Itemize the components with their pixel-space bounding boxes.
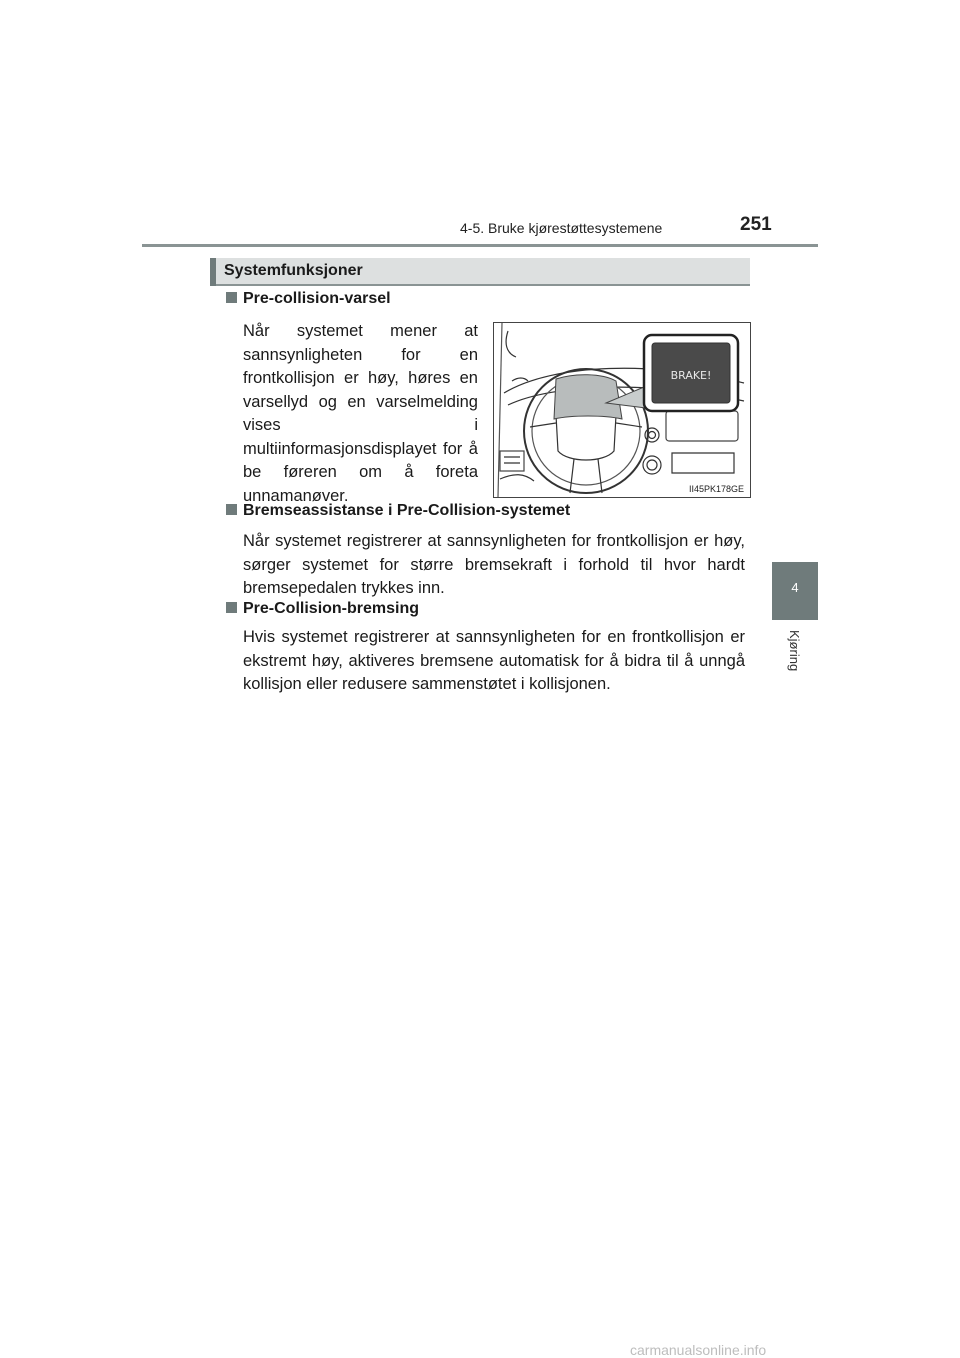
running-header: 4-5. Bruke kjørestøttesystemene (460, 220, 663, 236)
item-heading-text: Pre-Collision-bremsing (243, 600, 420, 617)
chapter-label: Kjøring (787, 630, 802, 672)
display-message: BRAKE! (670, 369, 712, 382)
watermark: carmanualsonline.info (630, 1342, 767, 1358)
dashboard-illustration (493, 322, 751, 498)
dashboard-drawing (494, 323, 750, 497)
item-text-pre-collision-braking: Hvis systemet registrerer at sannsynligheten for en frontkollisjon er ekstremt høy, aktiveres bremsene automatisk for å bidra til å unngå kollisjon eller redusere sammenstøtet i kollisjonen. (243, 628, 745, 693)
bullet-square-icon (226, 504, 237, 515)
bullet-square-icon (226, 292, 237, 303)
page-number: 251 (740, 214, 772, 235)
item-heading-text: Pre-collision-varsel (243, 290, 391, 307)
header-divider (142, 244, 818, 247)
item-heading-pre-collision-warning (226, 290, 391, 308)
item-text-pre-collision-warning: Når systemet mener at sannsynligheten for en frontkollisjon er høy, høres en varsellyd og en varselmelding vises i multiinformasjonsdisplayet for å be føreren om å foreta unnamanøver. (243, 322, 478, 505)
section-title: Systemfunksjoner (224, 262, 363, 279)
figure-code: II45PK178GE (688, 484, 744, 494)
chapter-label-container (780, 630, 810, 690)
chapter-tab (772, 562, 818, 620)
item-heading-text: Bremseassistanse i Pre-Collision-systemet (243, 502, 571, 519)
item-heading-pre-collision-braking (226, 600, 419, 618)
item-text-brake-assist: Når systemet registrerer at sannsynligheten for frontkollisjon er høy, sørger systemet for større bremsekraft i forhold til hvor hardt bremsepedalen trykkes inn. (243, 532, 745, 597)
item-heading-brake-assist (226, 502, 570, 520)
section-accent (210, 258, 216, 286)
chapter-number: 4 (791, 580, 799, 595)
section-heading-bar (210, 258, 750, 286)
bullet-square-icon (226, 602, 237, 613)
